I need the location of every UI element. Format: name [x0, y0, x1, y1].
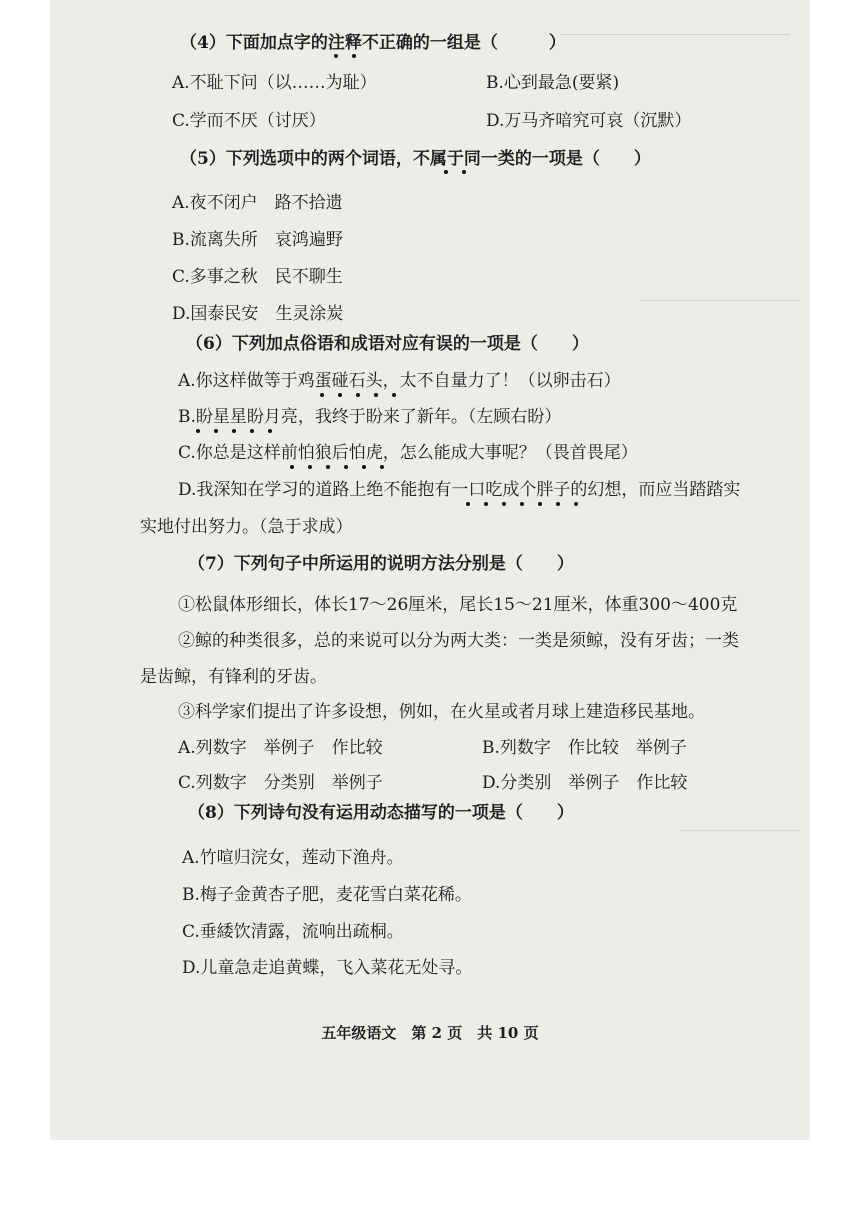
- bleed-through-mark: [640, 300, 800, 301]
- q5-emphasis-dots: [444, 170, 484, 176]
- q8-option-a: A.竹喧归浣女，莲动下渔舟。: [182, 848, 404, 868]
- q6d-emphasis-dots: [466, 502, 596, 508]
- q6-option-d: D.我深知在学习的道路上绝不能抱有一口吃成个胖子的幻想，而应当踏踏实: [178, 480, 741, 500]
- q4-option-c: C.学而不厌（讨厌）: [172, 111, 326, 131]
- q5-option-d: D.国泰民安 生灵涂炭: [172, 304, 344, 324]
- q6-option-b: B.盼星星盼月亮，我终于盼来了新年。（左顾右盼）: [178, 407, 562, 427]
- q7-sentence-3: ③科学家们提出了许多设想，例如，在火星或者月球上建造移民基地。: [178, 702, 705, 722]
- q5-option-c: C.多事之秋 民不聊生: [172, 267, 343, 287]
- bleed-through-mark: [680, 830, 800, 831]
- q7-option-a: A.列数字 举例子 作比较: [178, 738, 383, 758]
- q5-option-a: A.夜不闭户 路不拾遗: [172, 193, 343, 213]
- q7-option-c: C.列数字 分类别 举例子: [178, 773, 383, 793]
- q5-stem: （5）下列选项中的两个词语，不属于同一类的一项是（ ）: [180, 149, 651, 169]
- q6-stem: （6）下列加点俗语和成语对应有误的一项是（ ）: [186, 334, 589, 354]
- q7-sentence-2-continued: 是齿鲸，有锋利的牙齿。: [140, 667, 327, 687]
- q7-sentence-2: ②鲸的种类很多，总的来说可以分为两大类：一类是须鲸，没有牙齿；一类: [178, 631, 739, 651]
- q4-option-d: D.万马齐喑究可哀（沉默）: [486, 111, 692, 131]
- q8-stem: （8）下列诗句没有运用动态描写的一项是（ ）: [188, 803, 574, 823]
- bleed-through-mark: [560, 34, 790, 35]
- page-footer: 五年级语文 第 2 页 共 10 页: [321, 1024, 539, 1042]
- q8-option-b: B.梅子金黄杏子肥，麦花雪白菜花稀。: [182, 885, 472, 905]
- q6-option-c: C.你总是这样前怕狼后怕虎，怎么能成大事呢？（畏首畏尾）: [178, 443, 638, 463]
- q6c-emphasis-dots: [290, 465, 400, 471]
- q4-stem: （4）下面加点字的注释不正确的一组是（ ）: [180, 33, 566, 53]
- q7-option-b: B.列数字 作比较 举例子: [482, 738, 687, 758]
- q6b-emphasis-dots: [196, 429, 296, 435]
- q4-option-b: B.心到最急(要紧): [486, 73, 620, 93]
- q7-option-d: D.分类别 举例子 作比较: [482, 773, 688, 793]
- q6-option-a: A.你这样做等于鸡蛋碰石头，太不自量力了！（以卵击石）: [178, 371, 621, 391]
- q6a-emphasis-dots: [320, 393, 400, 399]
- q7-sentence-1: ①松鼠体形细长，体长17～26厘米，尾长15～21厘米，体重300～400克: [178, 595, 738, 615]
- q8-option-c: C.垂緌饮清露，流响出疏桐。: [182, 922, 404, 942]
- q6-option-d-continued: 实地付出努力。（急于求成）: [140, 517, 353, 537]
- q7-stem: （7）下列句子中所运用的说明方法分别是（ ）: [188, 554, 574, 574]
- q5-option-b: B.流离失所 哀鸿遍野: [172, 230, 343, 250]
- q4-emphasis-dots: [334, 54, 374, 60]
- q8-option-d: D.儿童急走追黄蝶，飞入菜花无处寻。: [182, 958, 473, 978]
- q4-option-a: A.不耻下问（以……为耻）: [172, 73, 377, 93]
